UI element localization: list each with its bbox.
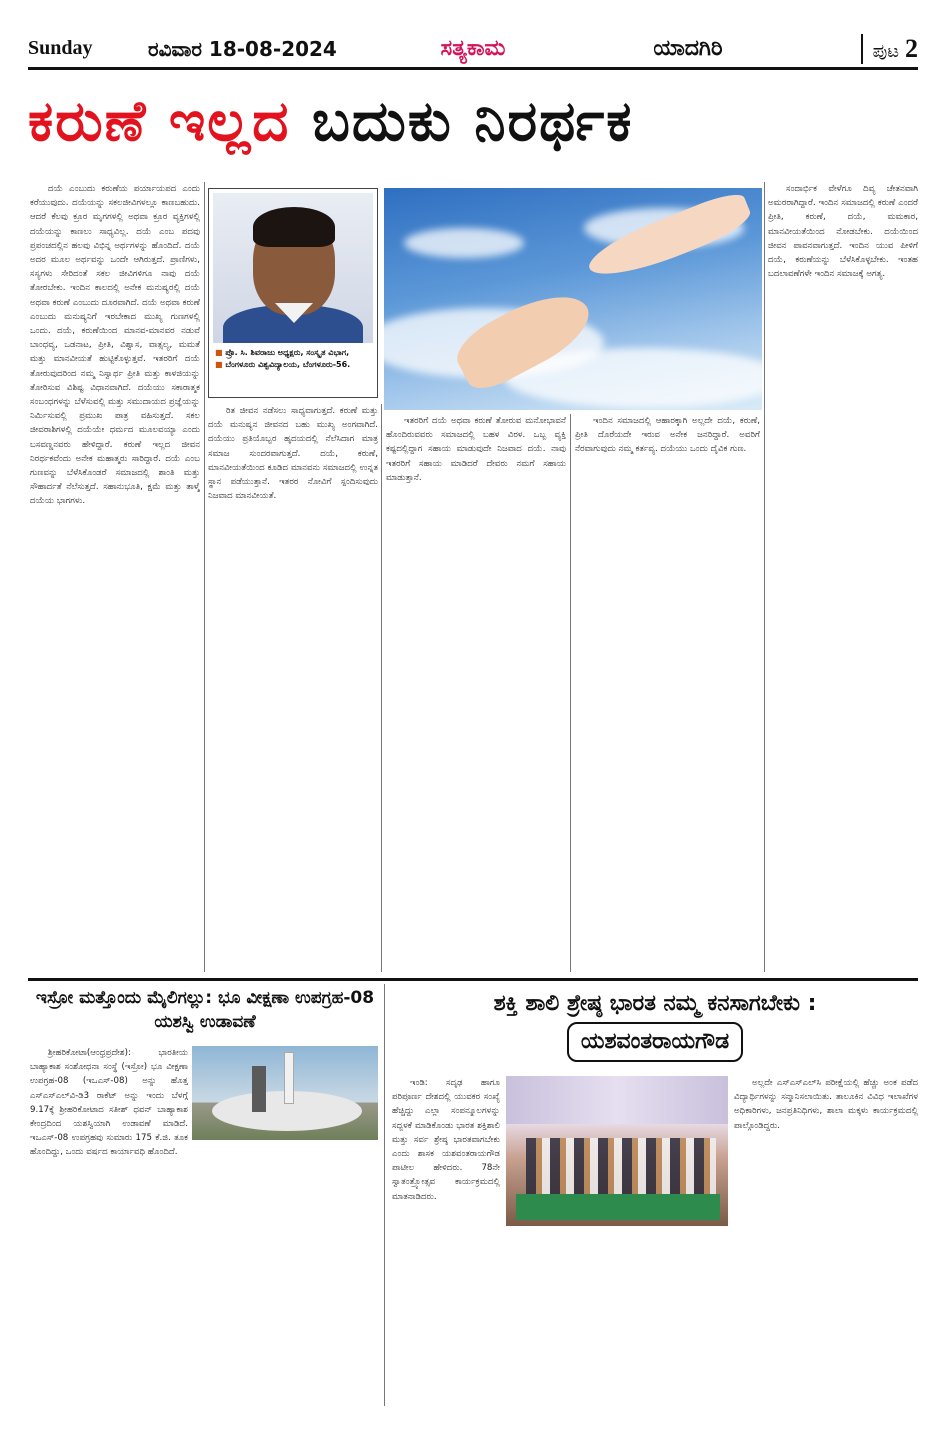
article-text: ಇಂದಿನ ಸಮಾಜದಲ್ಲಿ ಆಹಾರಕ್ಕಾಗಿ ಅಲ್ಲದೇ ದಯೆ, ಕರುಣೆ, ಪ್ರೀತಿ ದೊರೆಯದೇ ಇರುವ ಅನೇಕ ಜನರಿದ್ದಾರೆ. ಅವರಿಗೆ ನೆರವಾಗುವುದು ನಮ್ಮ ಕರ್ತವ್ಯ. ದಯೆಯು ಒಂದು ದೈವಿಕ ಗುಣ. bbox=[575, 416, 760, 455]
isro-headline: ಇಸ್ರೋ ಮತ್ತೊಂದು ಮೈಲಿಗಲ್ಲು: ಭೂ ವೀಕ್ಷಣಾ ಉಪಗ್ರಹ-08 ಯಶಸ್ವಿ ಉಡಾವಣೆ bbox=[35, 988, 375, 1032]
section-divider bbox=[28, 978, 918, 981]
shakti-text-left bbox=[392, 1076, 500, 1406]
article-column-4 bbox=[575, 414, 760, 972]
column-divider bbox=[381, 404, 382, 972]
date-label: ರವಿವಾರ 18-08-2024 bbox=[148, 36, 337, 61]
shakti-headline bbox=[392, 986, 918, 1062]
isro-text-column bbox=[30, 1046, 188, 1406]
author-portrait bbox=[208, 188, 378, 398]
shakti-headline-line1: ಶಕ್ತಿ ಶಾಲಿ ಶ್ರೇಷ್ಠ ಭಾರತ ನಮ್ಮ ಕನಸಾಗಬೇಕು : bbox=[493, 991, 817, 1016]
event-stage-image bbox=[506, 1076, 728, 1226]
shakti-text: ಇಂಡಿ: ಸದೃಢ ಹಾಗೂ ಪರಿಪೂರ್ಣ ದೇಶದಲ್ಲಿ ಯುವಕರ ಸಂಖ್ಯೆ ಹೆಚ್ಚಿದ್ದು ಎಲ್ಲಾ ಸಂಪನ್ಮೂಲಗಳನ್ನು ಸದ್ಬಳಕೆ ಮಾಡಿಕೊಂಡು ಭಾರತ ಶಕ್ತಿಶಾಲಿ ಮತ್ತು ಸರ್ವ ಶ್ರೇಷ್ಠ ಭಾರತವಾಗಬೇಕು ಎಂದು ಶಾಸಕ ಯಶವಂತರಾಯಗೌಡ ಪಾಟೀಲ ಹೇಳಿದರು. 78ನೇ ಸ್ವಾತಂತ್ರ್ಯೋತ್ಸವ ಕಾರ್ಯಕ್ರಮದಲ್ಲಿ ಮಾತನಾಡಿದರು. bbox=[392, 1078, 500, 1202]
article-column-1 bbox=[30, 182, 200, 972]
masthead bbox=[28, 30, 918, 70]
article-column-3 bbox=[386, 414, 566, 972]
day-label: Sunday bbox=[28, 37, 93, 59]
page-number: 2 bbox=[905, 33, 918, 63]
page-indicator bbox=[861, 34, 918, 64]
author-photo bbox=[213, 193, 373, 343]
column-divider bbox=[384, 984, 385, 1406]
article-text: ದಯೆ ಎಂಬುದು ಕರುಣೆಯ ಪರ್ಯಾಯಪದ ಎಂದು ಕರೆಯುವುದು. ದಯೆಯನ್ನು ಸಕಲಜೀವಿಗಳಲ್ಲೂ ಕಾಣಬಹುದು. ಆದರೆ ಕೆಲವು ಕ್ರೂರ ಮೃಗಗಳಲ್ಲಿ ಅಥವಾ ಕ್ರೂರ ವ್ಯಕ್ತಿಗಳಲ್ಲಿ ದಯೆಯನ್ನು ಕಾಣಲು ಸಾಧ್ಯವಿಲ್ಲ. ದಯೆ ಎಂಬ ಪದವು ಪ್ರಪಂಚದಲ್ಲಿನ ಹಲವು ವಿಭಿನ್ನ ಅರ್ಥಗಳನ್ನು ಹೊಂದಿದೆ. ದಯೆ ಅದರ ಮೂಲ ಅರ್ಥವನ್ನು ಒಂದೇ ಆಗಿರುತ್ತದೆ. ಪ್ರಾಣಿಗಳು, ಸಸ್ಯಗಳು ಸೇರಿದಂತೆ ಸಕಲ ಜೀವಿಗಳಿಗೂ ನಾವು ದಯೆ ತೋರಬೇಕು. ಇಂದಿನ ಕಾಲದಲ್ಲಿ ಅನೇಕ ಮನುಷ್ಯರಲ್ಲಿ ದಯೆ ಅಥವಾ ಕರುಣೆ ಎಂಬುದು ದೂರವಾಗಿದೆ. ದಯೆ ಅಥವಾ ಕರುಣೆ ಎಂಬುದು ಮನುಷ್ಯನಿಗೆ ಇರಬೇಕಾದ ಮುಖ್ಯ ಗುಣಗಳಲ್ಲಿ ಒಂದು. ದಯೆ, ಕರುಣೆಯಿಂದ ಮಾನವ-ಮಾನವರ ನಡುವೆ ಬಾಂಧವ್ಯ, ಒಡನಾಟ, ಪ್ರೀತಿ, ವಿಶ್ವಾಸ, ವಾತ್ಸಲ್ಯ, ಮಮತೆ ಮತ್ತು ಮಾನವೀಯತೆ ಹುಟ್ಟಿಕೊಳ್ಳುತ್ತವೆ. ಇತರರಿಗೆ ದಯೆ ತೋರುವುದರಿಂದ ನಮ್ಮ ನಿಸ್ವಾರ್ಥ ಪ್ರೀತಿ ಮತ್ತು ಕಾಳಜಿಯನ್ನು ತೋರಿಸುವ ವಿಶಿಷ್ಟ ವಿಧಾನವಾಗಿದೆ. ದಯೆಯು ಸಕಾರಾತ್ಮಕ ಸಂಬಂಧಗಳನ್ನು ಬೆಳೆಸುವಲ್ಲಿ ಮತ್ತು ಸಮುದಾಯದ ಪ್ರಜ್ಞೆಯನ್ನು ನಿರ್ಮಿಸುವಲ್ಲಿ ಪ್ರಮುಖ ಪಾತ್ರ ವಹಿಸುತ್ತದೆ. ಸಕಲ ಜೀವರಾಶಿಗಳಲ್ಲಿ ದಯೆಯೇ ಧರ್ಮದ ಮೂಲವಯ್ಯಾ ಎಂದು ಬಸವಣ್ಣನವರು ಹೇಳಿದ್ದಾರೆ. ಕರುಣೆ ಇಲ್ಲದ ಜೀವನ ನಿರರ್ಥಕವೆಂದು ಅನೇಕ ಮಹಾತ್ಮರು ಸಾರಿದ್ದಾರೆ. ದಯೆ ಎಂಬ ಗುಣವನ್ನು ಬೆಳೆಸಿಕೊಂಡರೆ ಸಮಾಜದಲ್ಲಿ ಶಾಂತಿ ಮತ್ತು ಸೌಹಾರ್ದತೆ ನೆಲೆಸುತ್ತದೆ. ಸಹಾನುಭೂತಿ, ಕ್ಷಮೆ ಮತ್ತು ತಾಳ್ಮೆ ದಯೆಯ ಭಾಗಗಳು. bbox=[30, 184, 200, 507]
shakti-text: ಅಲ್ಲದೇ ಎಸ್ಎಸ್ಎಲ್‌ಸಿ ಪರೀಕ್ಷೆಯಲ್ಲಿ ಹೆಚ್ಚು ಅಂಕ ಪಡೆದ ವಿದ್ಯಾರ್ಥಿಗಳನ್ನು ಸನ್ಮಾನಿಸಲಾಯಿತು. ತಾಲೂಕಿನ ವಿವಿಧ ಇಲಾಖೆಗಳ ಅಧಿಕಾರಿಗಳು, ಜನಪ್ರತಿನಿಧಿಗಳು, ಶಾಲಾ ಮಕ್ಕಳು ಕಾರ್ಯಕ್ರಮದಲ್ಲಿ ಪಾಲ್ಗೊಂಡಿದ್ದರು. bbox=[734, 1078, 918, 1131]
shakti-headline-line2: ಯಶವಂತರಾಯಗೌಡ bbox=[567, 1022, 743, 1062]
isro-text: ಶ್ರೀಹರಿಕೋಟಾ(ಆಂಧ್ರಪ್ರದೇಶ): ಭಾರತೀಯ ಬಾಹ್ಯಾಕಾಶ ಸಂಶೋಧನಾ ಸಂಸ್ಥೆ (ಇಸ್ರೋ) ಭೂ ವೀಕ್ಷಣಾ ಉಪಗ್ರಹ-08 (ಇಒಎಸ್-08) ಅನ್ನು ಹೊತ್ತ ಎಸ್‌ಎಸ್‌ಎಲ್‌ವಿ-ಡಿ3 ರಾಕೆಟ್ ಅನ್ನು ಇಂದು ಬೆಳಗ್ಗೆ 9.17ಕ್ಕೆ ಶ್ರೀಹರಿಕೋಟಾದ ಸತೀಶ್ ಧವನ್ ಬಾಹ್ಯಾಕಾಶ ಕೇಂದ್ರದಿಂದ ಯಶಸ್ವಿಯಾಗಿ ಉಡಾವಣೆ ಮಾಡಿದೆ. ಇಒಎಸ್-08 ಉಪಗ್ರಹವು ಸುಮಾರು 175 ಕೆ.ಜಿ. ತೂಕ ಹೊಂದಿದ್ದು, ಒಂದು ವರ್ಷದ ಕಾರ್ಯಾವಧಿ ಹೊಂದಿದೆ. bbox=[30, 1048, 188, 1158]
column-divider bbox=[764, 182, 765, 972]
article-column-5 bbox=[768, 182, 918, 972]
headline-black: ಬದುಕು ನಿರರ್ಥಕ bbox=[311, 89, 634, 154]
main-headline bbox=[28, 80, 918, 164]
column-divider bbox=[204, 182, 205, 972]
article-text: ರಿತ ಜೀವನ ನಡೆಸಲು ಸಾಧ್ಯವಾಗುತ್ತದೆ. ಕರುಣೆ ಮತ್ತು ದಯೆ ಮನುಷ್ಯನ ಜೀವನದ ಬಹು ಮುಖ್ಯ ಅಂಗವಾಗಿದೆ. ದಯೆಯು ಪ್ರತಿಯೊಬ್ಬರ ಹೃದಯದಲ್ಲಿ ನೆಲೆಸಿದಾಗ ಮಾತ್ರ ಸಮಾಜ ಸುಂದರವಾಗುತ್ತದೆ. ದಯೆ, ಕರುಣೆ, ಮಾನವೀಯತೆಯಿಂದ ಕೂಡಿದ ಮಾನವನು ಸಮಾಜದಲ್ಲಿ ಉನ್ನತ ಸ್ಥಾನ ಪಡೆಯುತ್ತಾನೆ. ಇತರರ ನೋವಿಗೆ ಸ್ಪಂದಿಸುವುದು ನಿಜವಾದ ಮಾನವೀಯತೆ. bbox=[208, 406, 378, 502]
caption-line: ■ ಪ್ರೊ. ಸಿ. ಶಿವರಾಜು ಅಧ್ಯಕ್ಷರು, ಸಂಸ್ಕೃತ ವಿಭಾಗ, bbox=[215, 347, 373, 359]
sky-hands-image bbox=[384, 188, 762, 410]
headline-red: ಕರುಣೆ ಇಲ್ಲದ bbox=[28, 89, 291, 154]
article-column-2 bbox=[208, 404, 378, 972]
article-text: ಸಂದಾರ್ಭಿಕ ವೇಳೆಗೂ ದಿವ್ಯ ಚೇತನವಾಗಿ ಅಮರರಾಗಿದ್ದಾರೆ. ಇಂದಿನ ಸಮಾಜದಲ್ಲಿ ಕರುಣೆ ಎಂದರೆ ಪ್ರೀತಿ, ಕರುಣೆ, ದಯೆ, ಮಮಕಾರ, ಮಾನವೀಯತೆಯಿಂದ ನೋಡಬೇಕು. ದಯೆಯಿಂದ ಜೀವನ ಪಾವನವಾಗುತ್ತದೆ. ಇಂದಿನ ಯುವ ಪೀಳಿಗೆ ದಯೆ, ಕರುಣೆಯನ್ನು ಬೆಳೆಸಿಕೊಳ್ಳಬೇಕು. ಇಂತಹ ಬದಲಾವಣೆಗಳೇ ಇಂದಿನ ಸಮಾಜಕ್ಕೆ ಅಗತ್ಯ. bbox=[768, 184, 918, 280]
edition-city: ಯಾದಗಿರಿ bbox=[653, 36, 723, 61]
article-text: ಇತರರಿಗೆ ದಯೆ ಅಥವಾ ಕರುಣೆ ತೋರುವ ಮನೋಭಾವನೆ ಹೊಂದಿರುವವರು ಸಮಾಜದಲ್ಲಿ ಬಹಳ ವಿರಳ. ಒಬ್ಬ ವ್ಯಕ್ತಿ ಕಷ್ಟದಲ್ಲಿದ್ದಾಗ ಸಹಾಯ ಮಾಡುವುದೇ ನಿಜವಾದ ದಯೆ. ನಾವು ಇತರರಿಗೆ ಸಹಾಯ ಮಾಡಿದರೆ ದೇವರು ನಮಗೆ ಸಹಾಯ ಮಾಡುತ್ತಾನೆ. bbox=[386, 416, 566, 483]
portrait-caption bbox=[215, 347, 373, 371]
page-label: ಪುಟ bbox=[872, 40, 899, 62]
column-divider bbox=[570, 414, 571, 972]
rocket-launch-image bbox=[192, 1046, 378, 1140]
newspaper-name: ಸತ್ಯಕಾಮ bbox=[440, 36, 506, 61]
shakti-text-right bbox=[734, 1076, 918, 1406]
caption-line: ■ ಬೆಂಗಳೂರು ವಿಶ್ವವಿದ್ಯಾಲಯ, ಬೆಂಗಳೂರು-56. bbox=[215, 359, 373, 371]
